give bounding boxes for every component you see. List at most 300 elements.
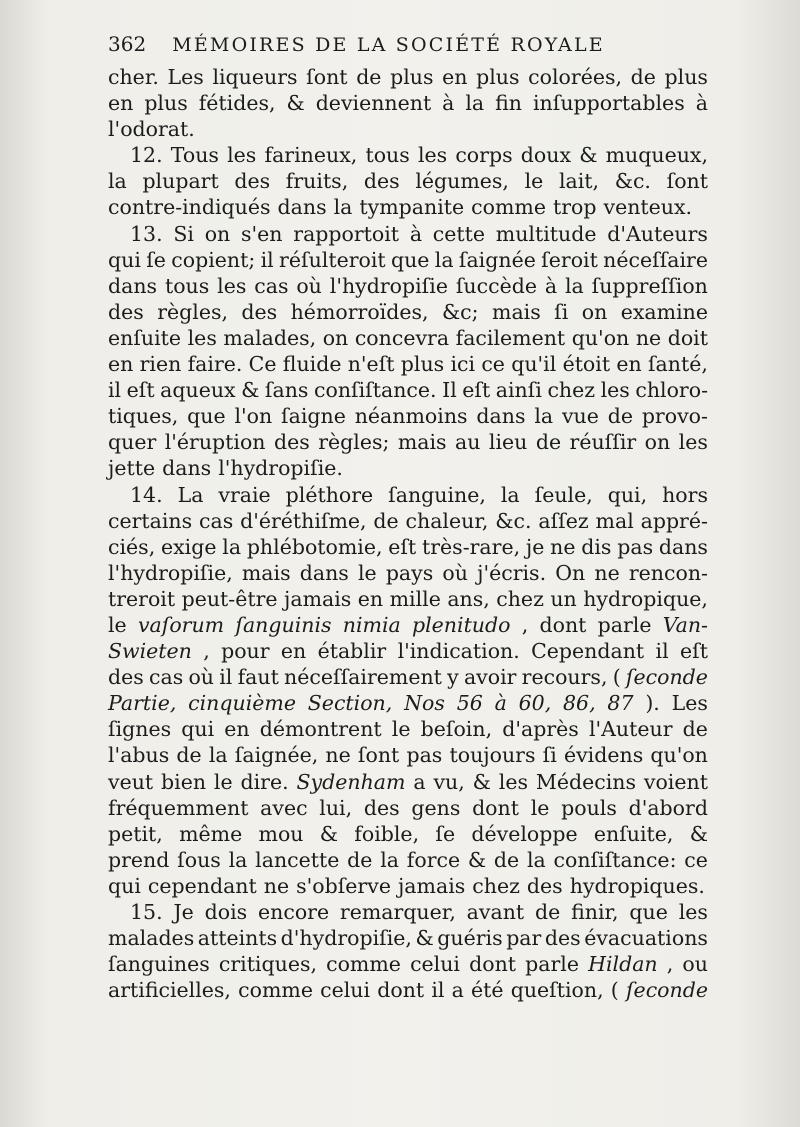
word: ans, — [447, 586, 490, 611]
text-line — [108, 716, 708, 742]
word: dans — [108, 273, 158, 298]
word: , — [203, 639, 210, 664]
word: légumes, — [415, 169, 509, 194]
word: hydropiques. — [569, 873, 705, 898]
word: hémorroïdes, — [290, 299, 429, 324]
word: comme — [326, 952, 401, 977]
word: qu'on — [650, 743, 708, 768]
word: ſont — [666, 169, 708, 194]
word: Je — [173, 900, 194, 924]
word: eſt — [679, 639, 708, 664]
word: trop — [552, 195, 597, 220]
word: établir — [317, 639, 387, 664]
word: guéris — [437, 926, 503, 951]
word: eſt — [462, 378, 491, 403]
text-line — [108, 821, 708, 847]
word: pléthore — [285, 482, 374, 507]
word: quer — [108, 430, 157, 455]
word: eſt — [388, 534, 417, 559]
word: la — [108, 169, 127, 194]
italic-word: Van- — [662, 612, 708, 637]
word: avoir — [463, 665, 517, 690]
word: comme — [238, 978, 313, 1003]
word: ſuccède — [455, 273, 537, 298]
word: il — [108, 378, 122, 403]
word: un — [550, 586, 577, 611]
word: mou — [258, 821, 304, 846]
text-line — [108, 508, 708, 534]
word: ne — [594, 560, 620, 585]
word: veut — [108, 769, 154, 794]
italic-word: Hildan — [588, 952, 658, 977]
word: en — [280, 639, 307, 664]
word: & — [579, 143, 598, 168]
word: des — [234, 169, 271, 194]
word: liqueurs — [212, 65, 298, 89]
italic-word: plenitudo — [412, 612, 511, 637]
word: dont — [469, 952, 517, 977]
word: les — [227, 143, 257, 168]
word: fréquemment — [108, 795, 249, 820]
running-head — [108, 32, 708, 64]
word: celui — [410, 952, 460, 977]
word: que — [629, 900, 668, 924]
word: 15. — [130, 900, 163, 924]
word: les — [417, 143, 448, 168]
word: conſiſtance: — [553, 847, 677, 872]
word: cependant — [147, 873, 257, 898]
word: la — [208, 743, 228, 768]
word: de — [607, 404, 633, 429]
word: d'Auteurs — [607, 221, 708, 246]
word: ſi — [542, 743, 557, 768]
word: l'on — [234, 404, 273, 429]
text-lines — [108, 64, 708, 1003]
word: néceſſaire — [603, 247, 708, 272]
text-line — [108, 586, 708, 612]
word: queſtion, — [510, 978, 604, 1003]
word: plus — [144, 91, 188, 116]
word: ſeroit — [541, 247, 598, 272]
word: mal — [595, 508, 634, 533]
word: 12. — [130, 143, 163, 168]
italic-word: 86, — [563, 691, 596, 716]
word: avec — [260, 795, 308, 820]
word: conſiſtance. — [314, 378, 437, 403]
word: venteux. — [603, 195, 693, 220]
word: j'écris. — [477, 560, 547, 585]
italic-word: vaſorum — [137, 612, 225, 637]
word: par — [506, 926, 542, 951]
word: que — [390, 247, 430, 272]
text-line — [108, 664, 708, 690]
word: atteints — [197, 926, 278, 951]
word: ſanguine, — [388, 482, 486, 507]
text-line — [108, 299, 708, 325]
word: fétides, — [198, 91, 276, 116]
word: contre-indiqués — [108, 195, 271, 220]
word: ( — [612, 665, 621, 690]
italic-word: Partie, — [108, 691, 177, 716]
word: Les — [167, 65, 204, 89]
word: remarquer, — [339, 900, 456, 924]
word: dans — [277, 195, 327, 220]
word: La — [177, 482, 204, 507]
word: artificielles, — [108, 978, 231, 1003]
word: l'odorat. — [108, 117, 195, 142]
word: ici — [450, 352, 476, 377]
word: très-rare, — [422, 534, 521, 559]
word: a — [451, 978, 464, 1003]
word: rapportoit — [293, 221, 400, 246]
word: y — [447, 665, 459, 690]
word: à — [409, 221, 423, 246]
word: on — [204, 221, 231, 246]
word: réuſſir — [569, 430, 637, 455]
word: dont — [539, 612, 587, 637]
word: dans — [299, 560, 349, 585]
text-line — [108, 977, 708, 1003]
word: à — [695, 91, 708, 116]
word: d'éréthiſme, — [240, 508, 367, 533]
word: de — [356, 65, 382, 89]
text-line — [108, 482, 708, 508]
word: ſans — [264, 378, 309, 403]
word: tous — [365, 143, 410, 168]
word: aſſez — [538, 508, 589, 533]
word: ce — [684, 847, 708, 872]
word: de — [347, 847, 373, 872]
word: Si — [173, 221, 194, 246]
word: &c. — [495, 508, 532, 533]
word: la — [500, 482, 520, 507]
word: Ce — [248, 352, 277, 377]
word: pas — [406, 743, 443, 768]
word: d'après — [502, 717, 579, 742]
word: mais — [241, 560, 291, 585]
word: règles; — [318, 430, 390, 455]
word: & — [319, 821, 338, 846]
word: dans — [658, 534, 708, 559]
word: développe — [471, 821, 578, 846]
word: multitude — [495, 221, 597, 246]
word: & — [467, 847, 487, 872]
word: la — [228, 847, 248, 872]
word: faire. — [187, 352, 243, 377]
word: ſanté, — [647, 352, 708, 377]
text-line — [108, 351, 708, 377]
word: vraie — [218, 482, 271, 507]
text-line — [108, 638, 708, 664]
text-line — [108, 951, 708, 977]
word: farineux, — [264, 143, 358, 168]
text-line — [108, 690, 708, 716]
text-line — [108, 168, 708, 194]
text-line — [108, 403, 708, 429]
word: des — [544, 926, 581, 951]
word: lancette — [255, 847, 340, 872]
word: des — [108, 299, 144, 324]
word: ainſi — [495, 378, 542, 403]
word: le — [530, 795, 550, 820]
italic-word: à — [494, 691, 507, 716]
italic-word: 56 — [456, 691, 483, 716]
text-line — [108, 90, 708, 116]
word: ſe — [146, 247, 166, 272]
word: exige — [160, 534, 217, 559]
word: la — [380, 847, 399, 872]
word: parle — [525, 952, 579, 977]
word: je — [525, 534, 545, 559]
word: les — [678, 900, 708, 924]
word: , — [521, 612, 529, 637]
word: en — [108, 91, 134, 116]
word: pouls — [561, 795, 617, 820]
word: cher. — [108, 65, 159, 89]
word: hydropique, — [583, 586, 708, 611]
word: hors — [662, 482, 708, 507]
word: ſous — [177, 847, 221, 872]
text-line — [108, 429, 708, 455]
word: mille — [389, 586, 441, 611]
word: des — [526, 873, 563, 898]
word: ce — [481, 352, 505, 377]
text-line — [108, 247, 708, 273]
word: treroit — [108, 586, 176, 611]
word: toujours — [449, 743, 536, 768]
word: dans — [476, 404, 526, 429]
word: dans — [162, 456, 212, 481]
word: à — [442, 91, 455, 116]
word: muqueux, — [605, 143, 708, 168]
word: cas — [254, 273, 289, 298]
italic-word: 87 — [607, 691, 634, 716]
word: pays — [385, 560, 434, 585]
word: la — [333, 195, 353, 220]
word: pour — [221, 639, 270, 664]
word: en — [224, 717, 250, 742]
word: néceſſairement — [284, 665, 442, 690]
word: a — [413, 769, 426, 794]
word: où — [442, 560, 468, 585]
italic-word: Sydenham — [296, 769, 406, 794]
page-text — [108, 32, 708, 1003]
word: de — [373, 508, 399, 533]
word: Il — [442, 378, 457, 403]
text-line — [108, 769, 708, 795]
word: la — [526, 847, 546, 872]
word: cas — [149, 665, 184, 690]
word: jamais — [283, 586, 352, 611]
word: mais — [397, 430, 447, 455]
word: ne — [550, 534, 576, 559]
word: deviennent — [315, 91, 432, 116]
word: jette — [108, 456, 156, 481]
text-line — [108, 194, 708, 220]
text-line — [108, 612, 708, 638]
word: provo- — [641, 404, 708, 429]
text-line — [108, 899, 708, 925]
word: plus — [390, 65, 434, 89]
word: ſaignée — [458, 247, 536, 272]
word: jamais — [397, 873, 466, 898]
word: n'eſt — [347, 352, 395, 377]
word: les — [600, 378, 630, 403]
word: , — [666, 952, 674, 977]
running-title: MÉMOIRES DE LA SOCIÉTÉ ROYALE — [172, 34, 605, 56]
word: chaleur, — [405, 508, 489, 533]
word: ſuppreſſion — [591, 273, 708, 298]
word: la — [564, 273, 584, 298]
word: on — [581, 299, 608, 324]
word: évacuations — [584, 926, 708, 951]
word: aqueux — [160, 378, 236, 403]
word: celui — [320, 978, 371, 1003]
text-line — [108, 221, 708, 247]
word: en — [616, 352, 642, 377]
word: plus — [400, 352, 445, 377]
word: de — [493, 847, 520, 872]
word: &c; — [441, 299, 479, 324]
word: &c. — [614, 169, 651, 194]
word: ſaigne — [281, 404, 346, 429]
word: plus — [476, 65, 520, 89]
italic-word: ſeconde — [625, 978, 708, 1003]
word: rien — [139, 352, 182, 377]
word: le — [524, 169, 544, 194]
word: phlébotomie, — [246, 534, 383, 559]
italic-word: Section, — [307, 691, 393, 716]
word: & — [415, 926, 434, 951]
word: lieu — [488, 430, 528, 455]
word: ſanguines — [108, 952, 210, 977]
word: plupart — [142, 169, 219, 194]
word: & — [689, 821, 708, 846]
word: même — [179, 821, 243, 846]
word: lui, — [319, 795, 353, 820]
word: copient; — [171, 247, 256, 272]
word: certains — [108, 508, 193, 533]
word: ( — [610, 978, 619, 1003]
word: petit, — [108, 821, 163, 846]
text-line — [108, 795, 708, 821]
word: démontrent — [259, 717, 382, 742]
page-number: 362 — [108, 32, 147, 56]
word: eſt — [126, 378, 155, 403]
word: qui, — [607, 482, 648, 507]
word: dois — [204, 900, 248, 924]
word: l'hydropiſie — [329, 273, 448, 298]
word: finir, — [571, 900, 619, 924]
word: ſeule, — [534, 482, 593, 507]
word: recours, — [521, 665, 608, 690]
word: encore — [258, 900, 330, 924]
word: de — [176, 743, 202, 768]
word: prend — [108, 847, 170, 872]
italic-word: cinquième — [188, 691, 296, 716]
word: pas — [617, 534, 654, 559]
word: qu'il — [511, 352, 557, 377]
word: inſupportables — [532, 91, 685, 116]
word: il — [431, 978, 445, 1003]
word: enſuite — [108, 325, 182, 350]
text-line — [108, 455, 708, 481]
word: examine — [620, 299, 708, 324]
word: évidens — [563, 743, 644, 768]
text-line — [108, 534, 708, 560]
text-line — [108, 64, 708, 90]
word: ou — [682, 952, 708, 977]
word: corps — [455, 143, 513, 168]
word: ſont — [357, 743, 400, 768]
word: des — [363, 169, 400, 194]
text-line — [108, 273, 708, 299]
word: bien — [161, 769, 207, 794]
word: 13. — [130, 221, 163, 246]
text-line — [108, 560, 708, 586]
word: doit — [667, 325, 708, 350]
word: comme — [471, 195, 546, 220]
word: facilement — [455, 325, 566, 350]
word: force — [406, 847, 461, 872]
word: où — [188, 665, 214, 690]
word: d'hydropiſie, — [280, 926, 412, 951]
word: s'obſerve — [296, 873, 391, 898]
word: malades — [108, 926, 195, 951]
word: qu'on — [571, 325, 630, 350]
word: voient — [643, 769, 708, 794]
word: doux — [520, 143, 572, 168]
word: chez — [472, 873, 520, 898]
text-line — [108, 377, 708, 403]
text-line — [108, 742, 708, 768]
word: fin — [495, 91, 523, 116]
word: faut — [237, 665, 279, 690]
word: il — [655, 639, 669, 664]
word: vu, — [433, 769, 465, 794]
word: & — [472, 769, 491, 794]
word: cette — [432, 221, 486, 246]
italic-word: Swieten — [108, 639, 192, 664]
word: en — [357, 586, 384, 611]
word: On — [555, 560, 586, 585]
word: d'abord — [628, 795, 708, 820]
word: l'indication. — [397, 639, 520, 664]
word: il — [260, 247, 274, 272]
word: mais — [492, 299, 541, 324]
word: les — [217, 273, 247, 298]
word: qui — [108, 873, 141, 898]
word: ſaignée, — [234, 743, 319, 768]
word: la — [222, 534, 242, 559]
italic-word: 60, — [518, 691, 552, 716]
word: dire. — [240, 769, 289, 794]
word: ne — [635, 325, 662, 350]
word: des — [108, 665, 144, 690]
word: ſignes — [108, 717, 172, 742]
word: concevra — [354, 325, 450, 350]
word: été — [471, 978, 504, 1003]
word: règles, — [157, 299, 228, 324]
word: colorées, — [528, 65, 622, 89]
word: l'Auteur — [588, 717, 673, 742]
word: gens — [411, 795, 461, 820]
word: la — [434, 247, 454, 272]
text-line — [108, 873, 708, 899]
word: s'en — [241, 221, 283, 246]
word: de — [682, 717, 708, 742]
word: des — [363, 795, 400, 820]
